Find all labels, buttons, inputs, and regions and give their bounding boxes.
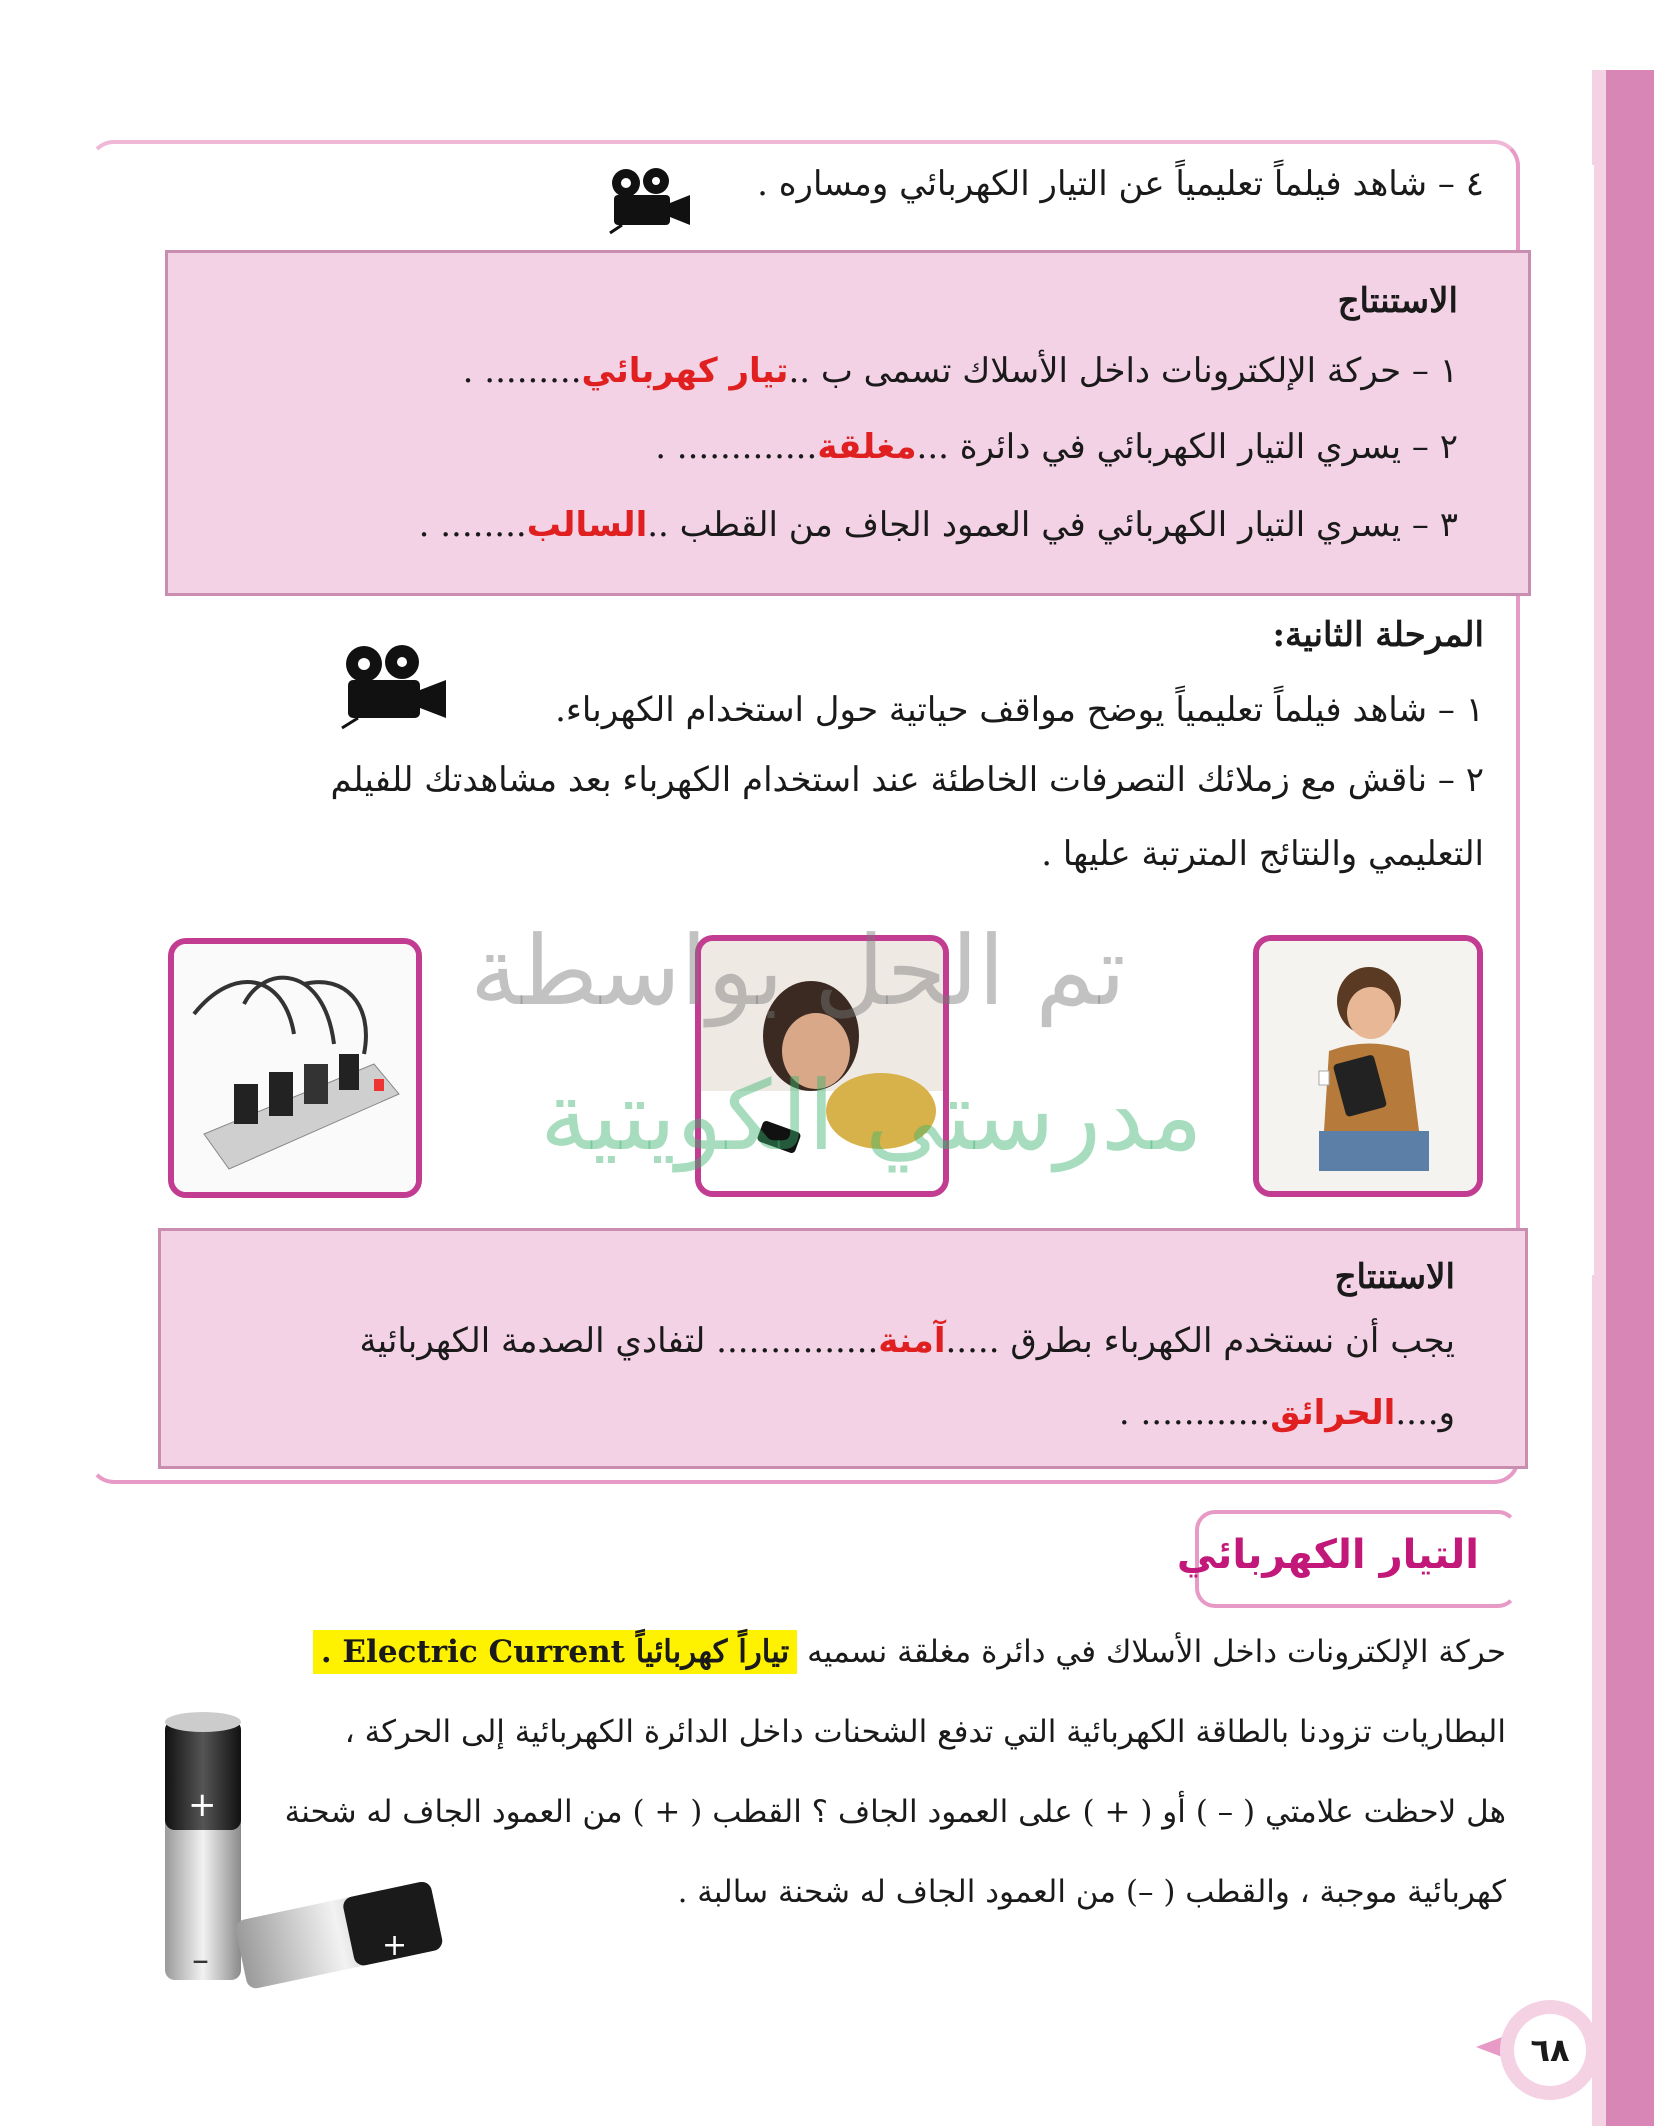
stage2-item-2: ٢ – ناقش مع زملائك التصرفات الخاطئة عند استخدام الكهرباء بعد مشاهدتك للفيلم xyxy=(330,760,1484,800)
battery-plus-sign: + xyxy=(188,1785,217,1825)
line-text: و.... xyxy=(1395,1393,1455,1433)
conclusion-box-1 xyxy=(165,250,1531,596)
film-camera-icon xyxy=(330,640,450,730)
boy-image xyxy=(1259,941,1477,1191)
side-band xyxy=(1606,0,1654,2126)
film-camera-icon xyxy=(600,165,692,235)
current-paragraph-1 xyxy=(313,1632,1506,1672)
current-paragraph-3: هل لاحظت علامتي ( – ) أو ( + ) على العمود الجاف ؟ القطب ( + ) من العمود الجاف له شحنة xyxy=(284,1794,1506,1830)
answer-fires: الحرائق xyxy=(1270,1393,1396,1433)
conclusion-title: الاستنتاج xyxy=(1337,281,1458,321)
stage2-item-2-cont: التعليمي والنتائج المترتبة عليها . xyxy=(1041,834,1484,874)
answer-electric-current: تيار كهربائي xyxy=(581,351,789,391)
stage2-item-1: ١ – شاهد فيلماً تعليمياً يوضح مواقف حياتية حول استخدام الكهرباء. xyxy=(555,690,1484,730)
conclusion-title: الاستنتاج xyxy=(1334,1257,1455,1297)
item-text: ٣ – يسري التيار الكهربائي في العمود الجاف من القطب .. xyxy=(647,505,1458,545)
page-number: ٦٨ xyxy=(1514,2014,1586,2086)
item-text: ٢ – يسري التيار الكهربائي في دائرة ... xyxy=(916,427,1458,467)
stage2-title: المرحلة الثانية: xyxy=(1272,615,1484,655)
line-text: ............... لتفادي الصدمة الكهربائية xyxy=(359,1321,879,1361)
answer-safe: آمنة xyxy=(878,1321,946,1361)
highlighted-term: تياراً كهربائياً Electric Current . xyxy=(313,1630,797,1674)
answer-closed: مغلقة xyxy=(817,427,917,467)
line-text: يجب أن نستخدم الكهرباء بطرق ..... xyxy=(945,1321,1455,1361)
photo-boy-tablet xyxy=(1253,935,1483,1197)
section4-line: ٤ – شاهد فيلماً تعليمياً عن التيار الكهربائي ومساره . xyxy=(757,164,1484,204)
conclusion-item-3 xyxy=(419,503,1458,547)
answer-negative: السالب xyxy=(526,505,648,545)
item-text: ١ – حركة الإلكترونات داخل الأسلاك تسمى ب .. xyxy=(788,351,1458,391)
item-dots: ........ . xyxy=(418,505,527,545)
conclusion-item-1 xyxy=(463,349,1458,393)
item-dots: ......... . xyxy=(462,351,582,391)
watermark-line-2: مدرستي الكويتية xyxy=(540,1060,1203,1172)
conclusion-box-2 xyxy=(158,1228,1528,1469)
photo-power-strip xyxy=(168,938,422,1198)
item-dots: ............. . xyxy=(655,427,818,467)
watermark-line-1: تم الحل بواسطة xyxy=(470,915,1126,1027)
conclusion2-line-1 xyxy=(359,1319,1455,1363)
current-paragraph-2: البطاريات تزودنا بالطاقة الكهربائية التي تدفع الشحنات داخل الدائرة الكهربائية إلى الحركة ، xyxy=(344,1714,1506,1750)
para-text: حركة الإلكترونات داخل الأسلاك في دائرة مغلقة نسميه xyxy=(807,1634,1506,1670)
current-paragraph-4: كهربائية موجبة ، والقطب ( –) من العمود الجاف له شحنة سالبة . xyxy=(677,1874,1506,1910)
side-band-gap xyxy=(1580,165,1594,1275)
side-band-notch xyxy=(1564,0,1654,70)
conclusion2-line-2 xyxy=(1119,1391,1455,1435)
page-number-badge xyxy=(1500,2000,1600,2100)
batteries-illustration xyxy=(150,1700,450,2000)
section-title: التيار الكهربائي xyxy=(1176,1532,1479,1578)
battery-minus-sign: – xyxy=(192,1940,209,1980)
battery-plus-sign: + xyxy=(382,1928,408,1963)
line-text: ............ . xyxy=(1118,1393,1271,1433)
conclusion-item-2 xyxy=(655,425,1458,469)
power-strip-image xyxy=(174,944,416,1192)
